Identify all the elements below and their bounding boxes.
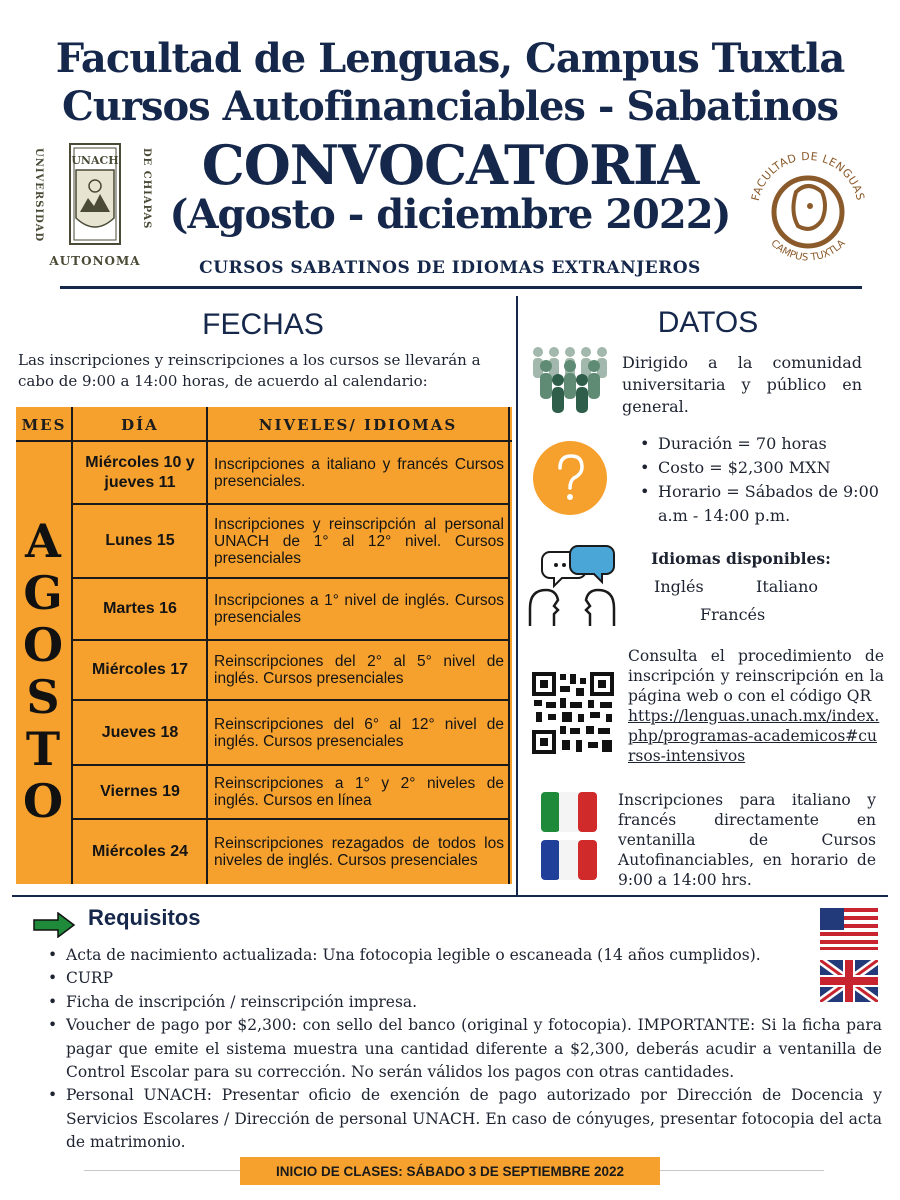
- page-title: CONVOCATORIA: [201, 133, 699, 197]
- table-row-day: Jueves 18: [101, 723, 179, 741]
- table-grid-line: [206, 407, 208, 884]
- month-letter: T: [25, 722, 61, 776]
- italiano-frances-note: Inscripciones para italiano y francés directamente en ventanilla de Cursos Autofinanciables, en horario de 9:00 a 14:00 hrs.: [618, 791, 876, 889]
- datos-title: DATOS: [657, 306, 759, 339]
- unach-logo-left: UNIVERSIDAD: [33, 148, 44, 243]
- idiomas-title: Idiomas disponibles:: [651, 549, 831, 568]
- france-flag-icon: [541, 840, 597, 880]
- table-header-dia: DÍA: [121, 416, 159, 434]
- info-schedule: • Horario = Sábados de 9:00 a.m - 14:00 p.m.: [640, 480, 880, 528]
- unach-logo: [20, 140, 170, 272]
- svg-text:CAMPUS TUXTLA: [768, 238, 847, 264]
- table-row-day: Miércoles 24: [91, 843, 189, 860]
- section-divider: [12, 895, 888, 897]
- language-ingles: Inglés: [654, 577, 704, 596]
- period-subtitle: (Agosto - diciembre 2022): [169, 191, 731, 238]
- question-mark-icon: [532, 440, 608, 516]
- course-info-list: [640, 432, 880, 528]
- qr-code[interactable]: [530, 670, 616, 756]
- month-letter: O: [22, 618, 64, 672]
- conversation-icon: [526, 544, 618, 628]
- fechas-title: FECHAS: [202, 308, 324, 341]
- people-group-icon: [528, 344, 612, 414]
- table-row-day: Miércoles 17: [91, 661, 189, 678]
- unach-logo-right: DE CHIAPAS: [141, 148, 152, 230]
- header-line-1: Facultad de Lenguas, Campus Tuxtla: [55, 35, 845, 82]
- dirigido-text: Dirigido a la comunidad universitaria y público en general.: [622, 353, 862, 416]
- month-letter: S: [26, 670, 60, 724]
- table-header-mes: MES: [21, 416, 67, 434]
- table-row-desc: Reinscripciones rezagados de todos los niveles de inglés. Cursos presenciales: [214, 835, 504, 869]
- facultad-logo-bottom: CAMPUS TUXTLA: [768, 237, 848, 264]
- month-letter: G: [23, 566, 63, 620]
- courses-subtitle: CURSOS SABATINOS DE IDIOMAS EXTRANJEROS: [199, 258, 701, 278]
- table-row-day: Lunes 15: [105, 532, 175, 549]
- header-divider: [60, 286, 862, 289]
- table-row-desc: Inscripciones a italiano y francés Cursos presenciales.: [214, 455, 504, 490]
- header-line-2: Cursos Autofinanciables - Sabatinos: [61, 83, 839, 130]
- requisitos-list: [48, 944, 882, 1155]
- table-row-day: Viernes 19: [100, 783, 180, 800]
- inicio-clases-banner: INICIO DE CLASES: SÁBADO 3 DE SEPTIEMBRE 2022: [240, 1157, 660, 1185]
- info-duration: • Duración = 70 horas: [640, 432, 880, 456]
- language-italiano: Italiano: [756, 577, 818, 596]
- fechas-intro: Las inscripciones y reinscripciones a los cursos se llevarán a cabo de 9:00 a 14:00 horas, de acuerdo al calendario:: [18, 351, 481, 390]
- programs-link[interactable]: https://lenguas.unach.mx/index.php/programas-academicos#cursos-intensivos: [628, 707, 880, 765]
- consulta-text: Consulta el procedimiento de inscripción y reinscripción en la página web o con el código QR: [628, 647, 884, 705]
- column-divider: [516, 296, 518, 896]
- table-row-day: Martes 16: [103, 600, 177, 617]
- arrow-right-icon: [32, 912, 76, 938]
- requisito-item: • Personal UNACH: Presentar oficio de exención de pago autorizado por Dirección de Docencia y Servicios Escolares / Dirección de personal UNACH. En caso de cónyuges, presentar fotocopia del acta de matrimonio.: [48, 1084, 882, 1154]
- table-row-desc: Reinscripciones del 6° al 12° nivel de inglés. Cursos presenciales: [214, 715, 504, 750]
- requisito-item: • Voucher de pago por $2,300: con sello del banco (original y fotocopia). IMPORTANTE: Si la ficha para pagar que emite el sistema muestra una cantidad diferente a $2,300, deberás acudir a ventanilla de Control Escolar para su corrección. No serán válidos los pagos con otras cantidades.: [48, 1014, 882, 1084]
- requisito-item: • CURP: [48, 967, 806, 990]
- italy-flag-icon: [541, 792, 597, 832]
- table-grid-line: [71, 407, 73, 884]
- month-letter: O: [22, 774, 64, 828]
- requisito-item: • Ficha de inscripción / reinscripción impresa.: [48, 991, 806, 1014]
- requisito-item: • Acta de nacimiento actualizada: Una fotocopia legible o escaneada (14 años cumplidos).: [48, 944, 806, 967]
- month-letter: A: [25, 514, 61, 568]
- facultad-logo-top: FACULTAD DE LENGUAS: [748, 149, 868, 203]
- table-row-desc: Reinscripciones a 1° y 2° niveles de inglés. Cursos en línea: [214, 775, 504, 809]
- table-header-niveles: NIVELES/ IDIOMAS: [258, 416, 458, 434]
- facultad-logo: [738, 140, 878, 280]
- language-frances: Francés: [700, 605, 766, 624]
- table-row-desc: Inscripciones a 1° nivel de inglés. Cursos presenciales: [214, 592, 504, 626]
- requisitos-title: Requisitos: [88, 905, 201, 930]
- unach-logo-top: UNACH: [71, 154, 119, 167]
- unach-logo-bottom: AUTONOMA: [49, 254, 141, 268]
- table-row-day: Miércoles 10 y jueves 11: [85, 453, 195, 491]
- info-cost: • Costo = $2,300 MXN: [640, 456, 880, 480]
- table-row-desc: Reinscripciones del 2° al 5° nivel de inglés. Cursos presenciales: [214, 653, 504, 687]
- table-row-desc: Inscripciones y reinscripción al personal UNACH de 1° al 12° nivel. Cursos presenciales: [214, 515, 504, 567]
- table-grid-line: [508, 407, 510, 884]
